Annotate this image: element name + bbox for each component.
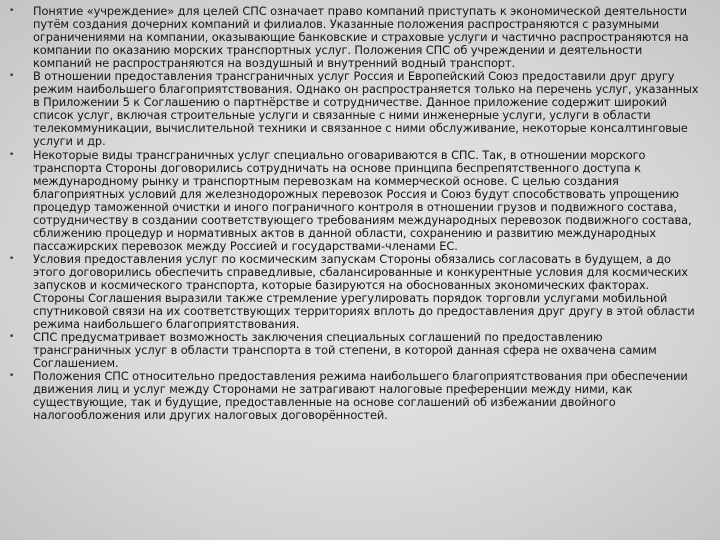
bullet-icon: •: [9, 149, 15, 160]
bullet-icon: •: [9, 6, 15, 16]
bullet-icon: •: [9, 71, 15, 82]
bullet-icon: •: [9, 253, 15, 264]
bullet-icon: •: [9, 371, 15, 382]
bullet-text: Положения СПС относительно предоставления режима наибольшего благоприятствования при обеспечении движения лиц и услуг между Сторонами не затрагивают налоговые преференции между ними, как существующие, так и будущие, предоставленные на основе соглашений об избежании двойного налогообложения или других налоговых договорённостей.: [33, 369, 688, 423]
bullet-text: Условия предоставления услуг по космическим запускам Стороны обязались согласовать в будущем, а до этого договорились обеспечить справедливые, сбалансированные и конкурентные условия для космических запусков и космического транспорта, которые базируются на обоснованных экономических факторах. Стороны Соглашения выразили также стремление урегулировать порядок торговли услугами мобильной спутниковой связи на их соответствующих территориях вплоть до предоставления друг другу в этой области режима наибольшего благоприятствования.: [33, 251, 695, 332]
bullet-text: Понятие «учреждение» для целей СПС означает право компаний приступать к экономической деятельности путём создания дочерних компаний и филиалов. Указанные положения распространяются с разумными ограничениями на компании, оказывающие банковские и страховые услуги и частично распространяются на компании по оказанию морских транспортных услуг. Положения СПС об учреждении и деятельности компаний не распространяются на воздушный и внутренний водный транспорт.: [33, 4, 689, 71]
bullet-text: СПС предусматривает возможность заключения специальных соглашений по предоставлению трансграничных услуг в области транспорта в той степени, в которой данная сфера не охвачена самим Соглашением.: [33, 330, 657, 371]
bullet-item-6: [9, 369, 701, 423]
bullet-text: В отношении предоставления трансграничных услуг Россия и Европейский Союз предоставили друг другу режим наибольшего благоприятствования. Однако он распространяется только на перечень услуг, указанных в Приложении 5 к Соглашению о партнёрстве и сотрудничестве. Данное приложение содержит широкий список услуг, включая строительные услуги и связанные с ними инженерные услуги, услуги в области телекоммуникации, вычислительной техники и связанное с ними обслуживание, некоторые консалтинговые услуги и др.: [33, 69, 699, 149]
bullet-item-5: [9, 330, 701, 371]
bullet-item-3: [9, 147, 701, 253]
bullet-item-4: [9, 251, 701, 332]
bullet-text: Некоторые виды трансграничных услуг специально оговариваются в СПС. Так, в отношении морского транспорта Стороны договорились сотрудничать на основе принципа беспрепятственного доступа к международному рынку и транспортным перевозкам на коммерческой основе. С целью создания благоприятных условий для железнодорожных перевозок Россия и Союз будут способствовать упрощению процедур таможенной очистки и иного пограничного контроля в отношении грузов и подвижного состава, сотрудничеству в создании соответствующего требованиям международных перевозок подвижного состава, сближению процедур и нормативных актов в данной области, сохранению и развитию международных пассажирских перевозок между Россией и государствами-членами ЕС.: [33, 147, 692, 253]
bullet-item-1: [9, 4, 701, 71]
bullet-icon: •: [9, 332, 15, 343]
bullet-list: [9, 4, 701, 423]
bullet-item-2: [9, 69, 701, 149]
